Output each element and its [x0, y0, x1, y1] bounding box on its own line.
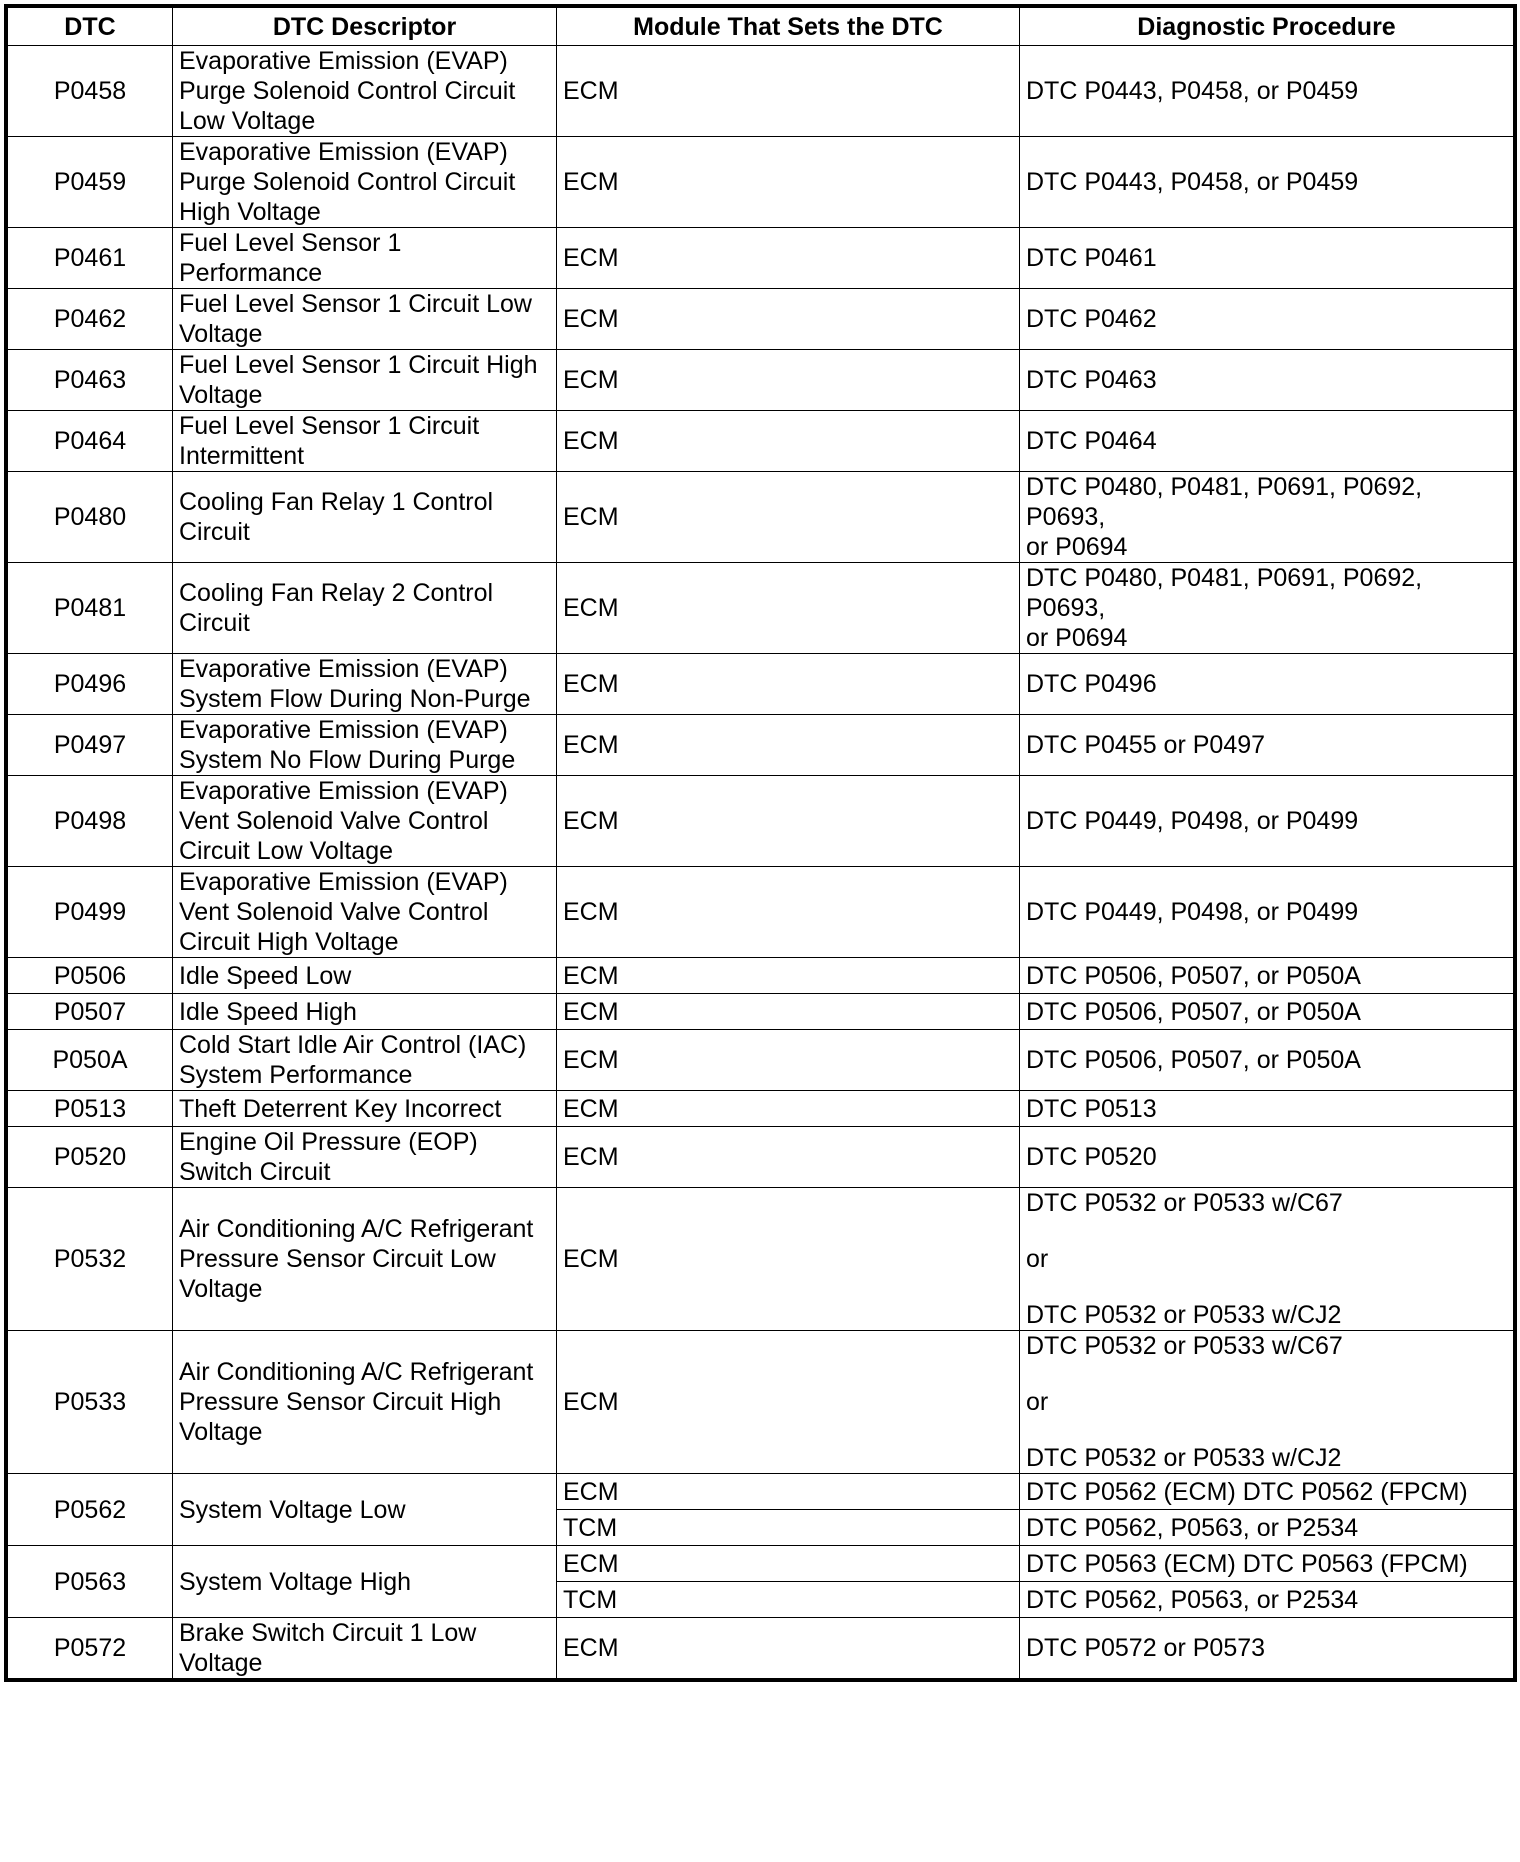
descriptor-line: Voltage — [179, 1649, 263, 1677]
descriptor-line: Circuit Low Voltage — [179, 837, 394, 865]
module-cell: ECM — [557, 776, 1020, 867]
header-dtc: DTC — [8, 8, 173, 46]
dtc-descriptor — [173, 776, 557, 867]
dtc-descriptor — [173, 654, 557, 715]
procedure-line: DTC P0506, P0507, or P050A — [1026, 961, 1361, 990]
procedure-cell — [1020, 1474, 1514, 1510]
descriptor-line: Cooling Fan Relay 1 Control — [179, 488, 494, 516]
descriptor-line: Evaporative Emission (EVAP) — [179, 716, 508, 744]
table-row — [8, 958, 1514, 994]
module-cell: ECM — [557, 472, 1020, 563]
procedure-spacer — [1026, 1417, 1507, 1443]
procedure-cell — [1020, 654, 1514, 715]
procedure-line: DTC P0532 or P0533 w/CJ2 — [1026, 1301, 1342, 1329]
dtc-code: P0497 — [8, 715, 173, 776]
module-cell: ECM — [557, 46, 1020, 137]
dtc-code: P0563 — [8, 1546, 173, 1618]
dtc-descriptor — [173, 472, 557, 563]
procedure-line: DTC P0572 or P0573 — [1026, 1634, 1266, 1662]
descriptor-line: Voltage — [179, 1275, 263, 1303]
module-cell: TCM — [557, 1510, 1020, 1546]
table-row — [8, 1188, 1514, 1331]
procedure-spacer — [1026, 1218, 1507, 1244]
table-row — [8, 994, 1514, 1030]
descriptor-line: High Voltage — [179, 198, 321, 226]
table-body — [8, 46, 1514, 1679]
dtc-descriptor — [173, 1091, 557, 1127]
dtc-code: P0506 — [8, 958, 173, 994]
procedure-cell — [1020, 1618, 1514, 1679]
header-module: Module That Sets the DTC — [557, 8, 1020, 46]
module-cell: ECM — [557, 1091, 1020, 1127]
module-cell: ECM — [557, 137, 1020, 228]
dtc-code: P0507 — [8, 994, 173, 1030]
procedure-line: DTC P0464 — [1026, 427, 1157, 455]
procedure-line: DTC P0520 — [1026, 1143, 1157, 1171]
descriptor-line: Vent Solenoid Valve Control — [179, 807, 489, 835]
procedure-line: DTC P0532 or P0533 w/C67 — [1026, 1189, 1343, 1217]
descriptor-line: Idle Speed High — [179, 997, 357, 1026]
descriptor-line: Voltage — [179, 381, 263, 409]
table-row — [8, 1091, 1514, 1127]
dtc-descriptor — [173, 1030, 557, 1091]
dtc-code: P0463 — [8, 350, 173, 411]
table-row — [8, 1030, 1514, 1091]
procedure-cell — [1020, 228, 1514, 289]
dtc-descriptor — [173, 1127, 557, 1188]
procedure-line: or — [1026, 1245, 1049, 1273]
dtc-code: P0533 — [8, 1331, 173, 1474]
procedure-cell — [1020, 715, 1514, 776]
descriptor-line: Voltage — [179, 1418, 263, 1446]
descriptor-line: Cooling Fan Relay 2 Control — [179, 579, 494, 607]
module-cell: ECM — [557, 289, 1020, 350]
descriptor-line: Evaporative Emission (EVAP) — [179, 47, 508, 75]
descriptor-line: Circuit — [179, 609, 250, 637]
descriptor-line: Fuel Level Sensor 1 Circuit High — [179, 351, 538, 379]
dtc-descriptor — [173, 228, 557, 289]
descriptor-line: System Voltage High — [179, 1567, 412, 1596]
procedure-line: DTC P0506, P0507, or P050A — [1026, 1046, 1361, 1074]
procedure-line: DTC P0496 — [1026, 670, 1157, 698]
table-row — [8, 715, 1514, 776]
table-row — [8, 289, 1514, 350]
table-row — [8, 472, 1514, 563]
descriptor-line: Performance — [179, 259, 323, 287]
procedure-line: DTC P0443, P0458, or P0459 — [1026, 168, 1359, 196]
module-cell: ECM — [557, 958, 1020, 994]
dtc-code: P0481 — [8, 563, 173, 654]
table-row — [8, 228, 1514, 289]
table-row — [8, 563, 1514, 654]
header-row — [8, 8, 1514, 46]
procedure-line: or — [1026, 1388, 1049, 1416]
descriptor-line: Low Voltage — [179, 107, 316, 135]
descriptor-line: System Voltage Low — [179, 1495, 406, 1524]
procedure-line: or P0694 — [1026, 624, 1128, 652]
dtc-code: P0496 — [8, 654, 173, 715]
dtc-code: P0513 — [8, 1091, 173, 1127]
module-cell: ECM — [557, 867, 1020, 958]
procedure-cell — [1020, 289, 1514, 350]
dtc-descriptor — [173, 1188, 557, 1331]
procedure-cell — [1020, 137, 1514, 228]
descriptor-line: Purge Solenoid Control Circuit — [179, 168, 516, 196]
table-row — [8, 411, 1514, 472]
descriptor-line: Purge Solenoid Control Circuit — [179, 77, 516, 105]
descriptor-line: Pressure Sensor Circuit Low — [179, 1245, 496, 1273]
dtc-descriptor — [173, 46, 557, 137]
dtc-descriptor — [173, 350, 557, 411]
descriptor-line: Circuit — [179, 518, 250, 546]
procedure-line: or P0694 — [1026, 533, 1128, 561]
table-row — [8, 1127, 1514, 1188]
procedure-spacer — [1026, 1361, 1507, 1387]
table-row — [8, 1546, 1514, 1582]
table-row — [8, 867, 1514, 958]
procedure-cell — [1020, 350, 1514, 411]
descriptor-line: Intermittent — [179, 442, 305, 470]
module-cell: ECM — [557, 350, 1020, 411]
dtc-descriptor — [173, 289, 557, 350]
table-row — [8, 46, 1514, 137]
header-descriptor: DTC Descriptor — [173, 8, 557, 46]
procedure-line: DTC P0532 or P0533 w/C67 — [1026, 1332, 1343, 1360]
procedure-cell — [1020, 46, 1514, 137]
dtc-descriptor — [173, 563, 557, 654]
module-cell: ECM — [557, 411, 1020, 472]
module-cell: ECM — [557, 715, 1020, 776]
dtc-descriptor — [173, 137, 557, 228]
table-row — [8, 1331, 1514, 1474]
table-row — [8, 1474, 1514, 1510]
procedure-line: DTC P0463 — [1026, 366, 1157, 394]
procedure-cell — [1020, 1030, 1514, 1091]
dtc-descriptor — [173, 1331, 557, 1474]
header-procedure: Diagnostic Procedure — [1020, 8, 1514, 46]
procedure-line: DTC P0455 or P0497 — [1026, 731, 1266, 759]
descriptor-line: Evaporative Emission (EVAP) — [179, 655, 508, 683]
module-cell: TCM — [557, 1582, 1020, 1618]
dtc-descriptor — [173, 1474, 557, 1546]
descriptor-line: Evaporative Emission (EVAP) — [179, 138, 508, 166]
dtc-code: P0462 — [8, 289, 173, 350]
procedure-line: DTC P0443, P0458, or P0459 — [1026, 77, 1359, 105]
dtc-descriptor — [173, 867, 557, 958]
procedure-spacer — [1026, 1274, 1507, 1300]
dtc-code: P0562 — [8, 1474, 173, 1546]
descriptor-line: System Performance — [179, 1061, 413, 1089]
dtc-code: P0458 — [8, 46, 173, 137]
dtc-descriptor — [173, 1618, 557, 1679]
procedure-cell — [1020, 776, 1514, 867]
procedure-line: DTC P0506, P0507, or P050A — [1026, 997, 1361, 1026]
descriptor-line: Theft Deterrent Key Incorrect — [179, 1094, 502, 1123]
procedure-line: DTC P0562 (ECM) DTC P0562 (FPCM) — [1026, 1477, 1468, 1506]
dtc-descriptor — [173, 994, 557, 1030]
dtc-code: P050A — [8, 1030, 173, 1091]
descriptor-line: Engine Oil Pressure (EOP) — [179, 1128, 478, 1156]
procedure-cell — [1020, 958, 1514, 994]
procedure-cell — [1020, 411, 1514, 472]
descriptor-line: Cold Start Idle Air Control (IAC) — [179, 1031, 527, 1059]
dtc-code: P0572 — [8, 1618, 173, 1679]
procedure-line: DTC P0480, P0481, P0691, P0692, P0693, — [1026, 473, 1423, 531]
descriptor-line: Evaporative Emission (EVAP) — [179, 868, 508, 896]
procedure-cell — [1020, 1091, 1514, 1127]
procedure-cell — [1020, 867, 1514, 958]
module-cell: ECM — [557, 1127, 1020, 1188]
descriptor-line: Air Conditioning A/C Refrigerant — [179, 1215, 534, 1243]
module-cell: ECM — [557, 1546, 1020, 1582]
descriptor-line: Evaporative Emission (EVAP) — [179, 777, 508, 805]
descriptor-line: Air Conditioning A/C Refrigerant — [179, 1358, 534, 1386]
procedure-line: DTC P0480, P0481, P0691, P0692, P0693, — [1026, 564, 1423, 622]
descriptor-line: Brake Switch Circuit 1 Low — [179, 1619, 477, 1647]
module-cell: ECM — [557, 1030, 1020, 1091]
procedure-cell — [1020, 1331, 1514, 1474]
table-row — [8, 1618, 1514, 1679]
descriptor-line: Switch Circuit — [179, 1158, 331, 1186]
procedure-line: DTC P0562, P0563, or P2534 — [1026, 1513, 1359, 1542]
procedure-cell — [1020, 1188, 1514, 1331]
module-cell: ECM — [557, 563, 1020, 654]
procedure-cell — [1020, 1510, 1514, 1546]
procedure-line: DTC P0449, P0498, or P0499 — [1026, 807, 1359, 835]
dtc-code: P0499 — [8, 867, 173, 958]
procedure-line: DTC P0563 (ECM) DTC P0563 (FPCM) — [1026, 1549, 1468, 1578]
dtc-descriptor — [173, 1546, 557, 1618]
dtc-code: P0459 — [8, 137, 173, 228]
descriptor-line: Circuit High Voltage — [179, 928, 399, 956]
module-cell: ECM — [557, 994, 1020, 1030]
procedure-line: DTC P0462 — [1026, 305, 1157, 333]
procedure-cell — [1020, 472, 1514, 563]
table-row — [8, 654, 1514, 715]
module-cell: ECM — [557, 654, 1020, 715]
descriptor-line: Fuel Level Sensor 1 Circuit — [179, 412, 480, 440]
descriptor-line: System No Flow During Purge — [179, 746, 516, 774]
module-cell: ECM — [557, 1618, 1020, 1679]
procedure-line: DTC P0562, P0563, or P2534 — [1026, 1585, 1359, 1614]
dtc-table — [7, 7, 1514, 1679]
dtc-descriptor — [173, 958, 557, 994]
dtc-code: P0461 — [8, 228, 173, 289]
descriptor-line: Fuel Level Sensor 1 Circuit Low — [179, 290, 532, 318]
descriptor-line: System Flow During Non-Purge — [179, 685, 531, 713]
dtc-code: P0498 — [8, 776, 173, 867]
descriptor-line: Idle Speed Low — [179, 961, 352, 990]
procedure-line: DTC P0461 — [1026, 244, 1157, 272]
dtc-descriptor — [173, 411, 557, 472]
module-cell: ECM — [557, 1188, 1020, 1331]
procedure-cell — [1020, 994, 1514, 1030]
dtc-code: P0480 — [8, 472, 173, 563]
dtc-code: P0520 — [8, 1127, 173, 1188]
module-cell: ECM — [557, 1474, 1020, 1510]
descriptor-line: Voltage — [179, 320, 263, 348]
table-row — [8, 350, 1514, 411]
procedure-cell — [1020, 1127, 1514, 1188]
procedure-cell — [1020, 1546, 1514, 1582]
table-row — [8, 776, 1514, 867]
procedure-line: DTC P0449, P0498, or P0499 — [1026, 898, 1359, 926]
descriptor-line: Vent Solenoid Valve Control — [179, 898, 489, 926]
procedure-line: DTC P0532 or P0533 w/CJ2 — [1026, 1444, 1342, 1472]
descriptor-line: Fuel Level Sensor 1 — [179, 229, 402, 257]
module-cell: ECM — [557, 228, 1020, 289]
descriptor-line: Pressure Sensor Circuit High — [179, 1388, 502, 1416]
procedure-line: DTC P0513 — [1026, 1094, 1157, 1123]
dtc-code: P0532 — [8, 1188, 173, 1331]
dtc-code: P0464 — [8, 411, 173, 472]
table-row — [8, 137, 1514, 228]
dtc-descriptor — [173, 715, 557, 776]
module-cell: ECM — [557, 1331, 1020, 1474]
procedure-cell — [1020, 1582, 1514, 1618]
procedure-cell — [1020, 563, 1514, 654]
